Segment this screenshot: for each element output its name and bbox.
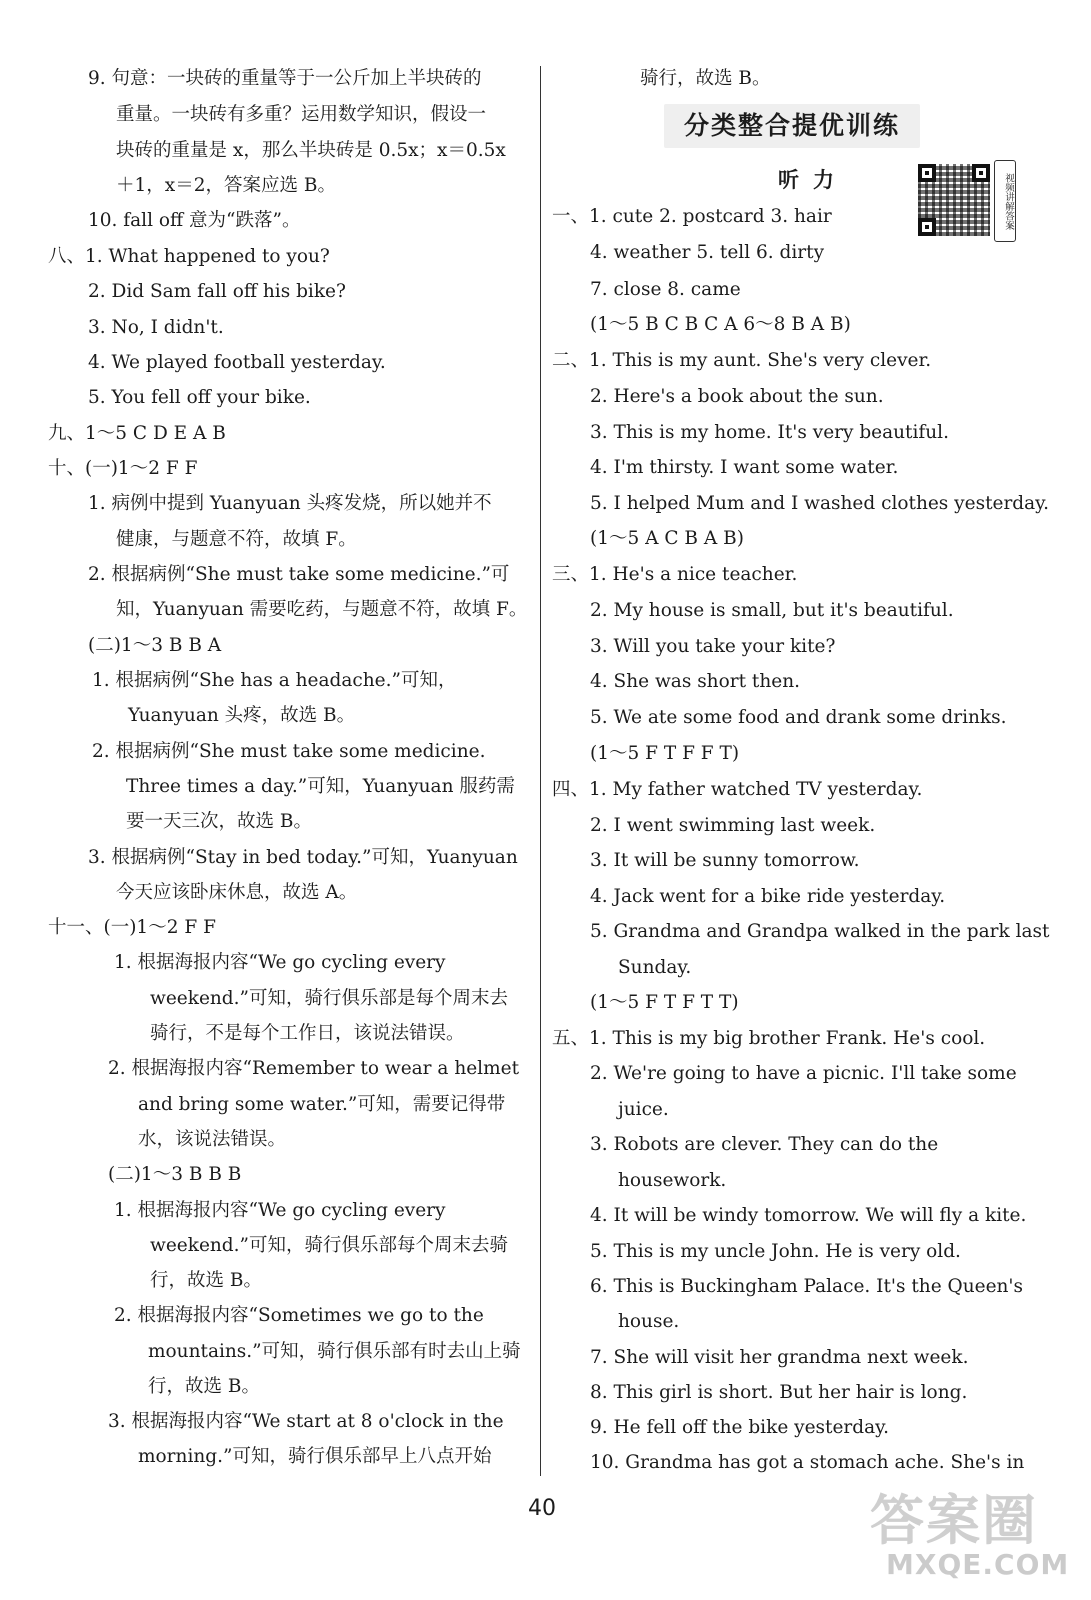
text-line: 块砖的重量是 x，那么半块砖是 0.5x；x＝0.5x bbox=[116, 140, 506, 161]
text-line: 3. This is my home. It's very beautiful. bbox=[590, 422, 949, 443]
column-divider bbox=[540, 66, 541, 1476]
text-line: and bring some water.”可知，需要记得带 bbox=[138, 1094, 506, 1115]
qr-label: 视频讲解答案 bbox=[994, 160, 1016, 242]
text-line: 3. It will be sunny tomorrow. bbox=[590, 850, 860, 871]
text-line: 2. Here's a book about the sun. bbox=[590, 386, 884, 407]
text-line: 健康，与题意不符，故填 F。 bbox=[116, 529, 357, 550]
text-line: ＋1，x＝2，答案应选 B。 bbox=[116, 175, 336, 196]
text-line: 7. close 8. came bbox=[590, 279, 741, 300]
text-line: 2. 根据病例“She must take some medicine. bbox=[92, 741, 486, 762]
text-line: 3. 根据海报内容“We start at 8 o'clock in the bbox=[108, 1411, 504, 1432]
section-heading: 二、1. This is my aunt. She's very clever. bbox=[552, 350, 932, 371]
text-line: 9. 句意：一块砖的重量等于一公斤加上半块砖的 bbox=[88, 68, 482, 89]
section-title: 分类整合提优训练 bbox=[683, 111, 900, 140]
text-line: 重量。一块砖有多重？运用数学知识，假设一 bbox=[116, 104, 487, 125]
text-line: 2. 根据海报内容“Sometimes we go to the bbox=[114, 1305, 484, 1326]
text-line: 2. We're going to have a picnic. I'll take some bbox=[590, 1063, 1017, 1084]
text-line: 4. It will be windy tomorrow. We will fly a kite. bbox=[590, 1205, 1027, 1226]
text-line: mountains.”可知，骑行俱乐部有时去山上骑 bbox=[148, 1341, 521, 1362]
text-line: 1. 病例中提到 Yuanyuan 头疼发烧，所以她并不 bbox=[88, 493, 492, 514]
text-line: 7. She will visit her grandma next week. bbox=[590, 1347, 969, 1368]
text-line: 2. 根据病例“She must take some medicine.”可 bbox=[88, 564, 510, 585]
text-line: 知，Yuanyuan 需要吃药，与题意不符，故填 F。 bbox=[116, 599, 528, 620]
section-heading: 八、1. What happened to you? bbox=[48, 246, 330, 267]
text-line: house. bbox=[618, 1311, 680, 1332]
text-line: (1～5 F T F F T) bbox=[590, 743, 740, 764]
watermark-url: MXQE.COM bbox=[886, 1548, 1070, 1581]
text-line: 10. Grandma has got a stomach ache. She's in bbox=[590, 1452, 1025, 1473]
text-line: 5. I helped Mum and I washed clothes yesterday. bbox=[590, 493, 1050, 514]
text-line: 4. I'm thirsty. I want some water. bbox=[590, 457, 899, 478]
text-line: Three times a day.”可知，Yuanyuan 服药需 bbox=[126, 776, 515, 797]
text-line: 4. Jack went for a bike ride yesterday. bbox=[590, 886, 946, 907]
section-heading: 十、(一)1～2 F F bbox=[48, 458, 198, 479]
section-heading: 四、1. My father watched TV yesterday. bbox=[552, 779, 923, 800]
text-line: 4. We played football yesterday. bbox=[88, 352, 386, 373]
section-heading: 五、1. This is my big brother Frank. He's cool. bbox=[552, 1028, 986, 1049]
text-line: 要一天三次，故选 B。 bbox=[126, 811, 312, 832]
text-line: 5. You fell off your bike. bbox=[88, 387, 311, 408]
text-line: 5. We ate some food and drank some drinks. bbox=[590, 707, 1007, 728]
text-line: 骑行，故选 B。 bbox=[640, 68, 771, 89]
text-line: (1～5 B C B C A 6～8 B A B) bbox=[590, 314, 851, 335]
text-line: 行，故选 B。 bbox=[150, 1270, 262, 1291]
text-line: 2. 根据海报内容“Remember to wear a helmet bbox=[108, 1058, 520, 1079]
page-number: 40 bbox=[528, 1496, 556, 1521]
text-line: 5. This is my uncle John. He is very old. bbox=[590, 1241, 961, 1262]
text-line: (二)1～3 B B B bbox=[108, 1164, 242, 1185]
text-line: 2. Did Sam fall off his bike? bbox=[88, 281, 346, 302]
text-line: 1. 根据病例“She has a headache.”可知， bbox=[92, 670, 457, 691]
qr-code[interactable] bbox=[918, 160, 1018, 240]
text-line: 8. This girl is short. But her hair is long. bbox=[590, 1382, 968, 1403]
text-line: 2. I went swimming last week. bbox=[590, 815, 876, 836]
text-line: 今天应该卧床休息，故选 A。 bbox=[116, 882, 358, 903]
section-heading: 一、1. cute 2. postcard 3. hair bbox=[552, 206, 832, 227]
text-line: 1. 根据海报内容“We go cycling every bbox=[114, 1200, 446, 1221]
text-line: 水，该说法错误。 bbox=[138, 1129, 287, 1150]
section-heading: 三、1. He's a nice teacher. bbox=[552, 564, 798, 585]
text-line: juice. bbox=[618, 1099, 669, 1120]
text-line: 1. 根据海报内容“We go cycling every bbox=[114, 952, 446, 973]
text-line: 2. My house is small, but it's beautiful. bbox=[590, 600, 954, 621]
text-line: 行，故选 B。 bbox=[148, 1376, 260, 1397]
text-line: 10. fall off 意为“跌落”。 bbox=[88, 210, 301, 231]
section-heading: 十一、(一)1～2 F F bbox=[48, 917, 216, 938]
text-line: 9. He fell off the bike yesterday. bbox=[590, 1417, 890, 1438]
text-line: 骑行，不是每个工作日，该说法错误。 bbox=[150, 1023, 465, 1044]
qr-code-icon bbox=[918, 164, 990, 236]
watermark bbox=[870, 1478, 1070, 1588]
sub-heading: 听力 bbox=[778, 168, 848, 192]
text-line: (二)1～3 B B A bbox=[88, 635, 222, 656]
text-line: weekend.”可知，骑行俱乐部每个周末去骑 bbox=[150, 1235, 508, 1256]
section-heading: 九、1～5 C D E A B bbox=[48, 423, 226, 444]
text-line: (1～5 F T F T T) bbox=[590, 992, 739, 1013]
text-line: morning.”可知，骑行俱乐部早上八点开始 bbox=[138, 1446, 492, 1467]
text-line: Yuanyuan 头疼，故选 B。 bbox=[128, 705, 356, 726]
text-line: 3. Robots are clever. They can do the bbox=[590, 1134, 939, 1155]
text-line: 3. No, I didn't. bbox=[88, 317, 224, 338]
text-line: housework. bbox=[618, 1170, 727, 1191]
text-line: 3. 根据病例“Stay in bed today.”可知，Yuanyuan bbox=[88, 847, 518, 868]
text-line: 4. She was short then. bbox=[590, 671, 800, 692]
text-line: 5. Grandma and Grandpa walked in the park last bbox=[590, 921, 1050, 942]
text-line: weekend.”可知，骑行俱乐部是每个周末去 bbox=[150, 988, 508, 1009]
text-line: 4. weather 5. tell 6. dirty bbox=[590, 242, 825, 263]
text-line: Sunday. bbox=[618, 957, 692, 978]
text-line: (1～5 A C B A B) bbox=[590, 528, 744, 549]
watermark-logo: 答案圈 bbox=[870, 1489, 1038, 1552]
text-line: 6. This is Buckingham Palace. It's the Queen's bbox=[590, 1276, 1024, 1297]
text-line: 3. Will you take your kite? bbox=[590, 636, 836, 657]
